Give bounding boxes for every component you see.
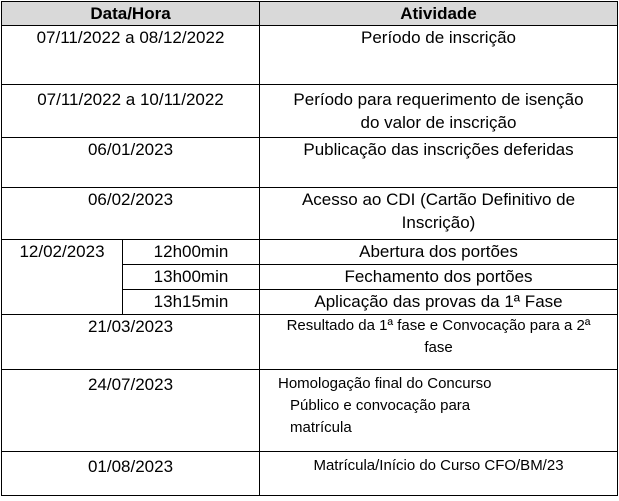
activity-cell: Fechamento dos portões [260, 265, 618, 290]
table-row [2, 26, 618, 85]
schedule-table [1, 1, 618, 496]
header-date: Data/Hora [2, 2, 260, 26]
table-row [2, 315, 618, 370]
table-row [2, 188, 618, 240]
time-cell: 13h15min [123, 290, 260, 315]
date-cell: 07/11/2022 a 10/11/2022 [2, 85, 260, 138]
table-row [2, 85, 618, 138]
date-cell: 21/03/2023 [2, 315, 260, 370]
activity-cell: Acesso ao CDI (Cartão Definitivo de Inscrição) [260, 188, 618, 240]
date-cell: 01/08/2023 [2, 452, 260, 496]
table-row [2, 138, 618, 188]
header-row [2, 2, 618, 26]
activity-cell: Aplicação das provas da 1ª Fase [260, 290, 618, 315]
table-row [2, 370, 618, 452]
activity-cell: Período para requerimento de isenção do valor de inscrição [260, 85, 618, 138]
activity-cell [260, 370, 618, 452]
activity-line: matrícula [290, 419, 352, 436]
activity-cell: Período de inscrição [260, 26, 618, 85]
activity-line: Homologação final do Concurso [278, 375, 492, 392]
time-cell: 12h00min [123, 240, 260, 265]
activity-line: Público e convocação para [290, 397, 471, 414]
activity-cell: Matrícula/Início do Curso CFO/BM/23 [260, 452, 618, 496]
activity-cell: Abertura dos portões [260, 240, 618, 265]
date-cell: 12/02/2023 [2, 240, 123, 315]
activity-cell: Resultado da 1ª fase e Convocação para a 2ª fase [260, 315, 618, 370]
date-cell: 07/11/2022 a 08/12/2022 [2, 26, 260, 85]
date-cell: 06/02/2023 [2, 188, 260, 240]
date-cell: 06/01/2023 [2, 138, 260, 188]
table-row [2, 452, 618, 496]
header-activity: Atividade [260, 2, 618, 26]
date-cell: 24/07/2023 [2, 370, 260, 452]
table-row [2, 240, 618, 265]
time-cell: 13h00min [123, 265, 260, 290]
activity-cell: Publicação das inscrições deferidas [260, 138, 618, 188]
